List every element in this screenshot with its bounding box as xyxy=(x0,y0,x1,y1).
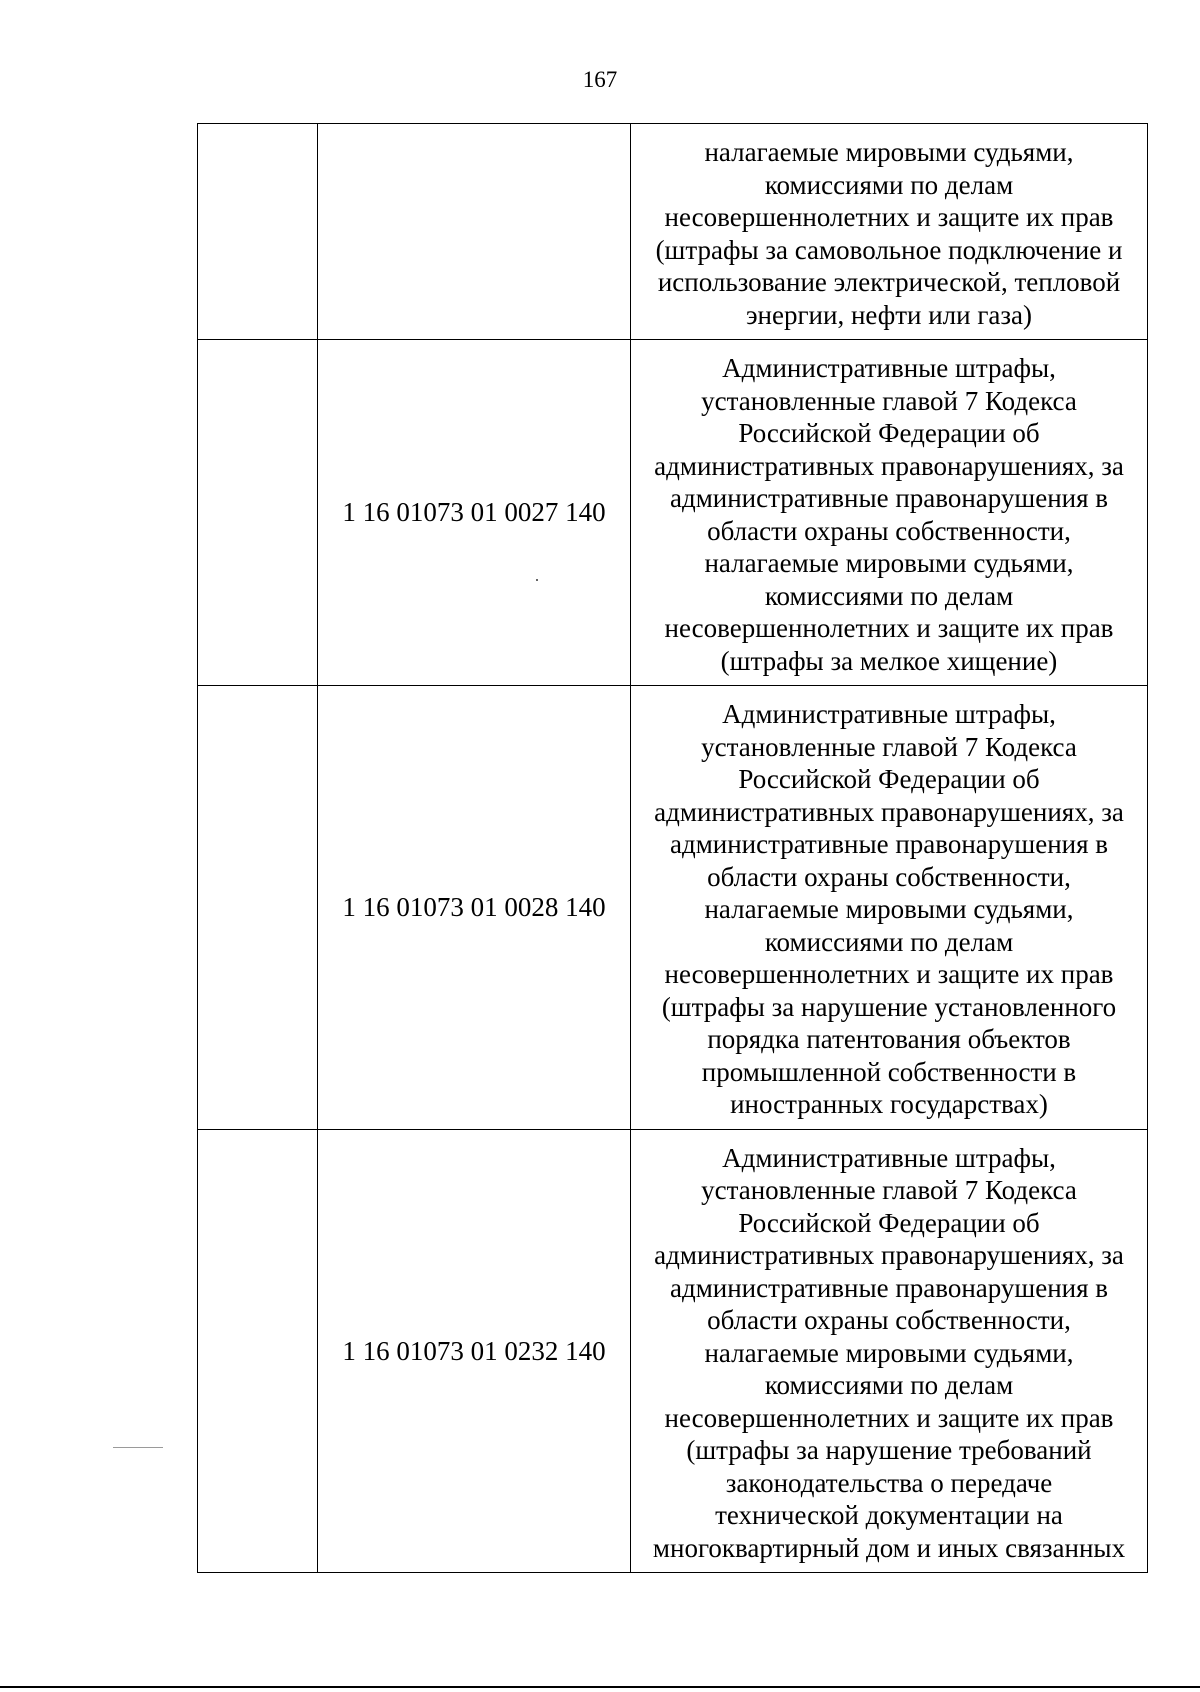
description-line: установленные главой 7 Кодекса xyxy=(701,731,1077,762)
description-line: несовершеннолетних и защите их прав xyxy=(664,1402,1114,1433)
description-line: многоквартирный дом и иных связанных xyxy=(652,1532,1126,1563)
description-line: Административные штрафы, xyxy=(722,1142,1056,1173)
description-line: несовершеннолетних и защите их прав xyxy=(664,202,1114,232)
description-line: установленные главой 7 Кодекса xyxy=(701,385,1077,416)
admin-code-cell xyxy=(198,686,318,1130)
description-line: налагаемые мировыми судьями, xyxy=(704,548,1074,578)
description-line: административных правонарушениях, за xyxy=(654,1240,1124,1270)
admin-code-cell xyxy=(198,124,318,340)
description-line: комиссиями по делам xyxy=(764,926,1014,957)
description-line: (штрафы за нарушение требований xyxy=(686,1435,1092,1465)
admin-code-cell xyxy=(198,340,318,686)
margin-mark xyxy=(113,1447,163,1448)
description-line: установленные главой 7 Кодекса xyxy=(701,1175,1077,1205)
budget-code-cell: 1 16 01073 01 0232 140 xyxy=(318,1129,631,1573)
description-line: использование электрической, тепловой xyxy=(657,267,1121,297)
description-line: Российской Федерации об xyxy=(738,1207,1040,1238)
description-line: налагаемые мировыми судьями, xyxy=(704,894,1074,924)
description-line: налагаемые мировыми судьями, xyxy=(704,1337,1074,1368)
page-bottom-rule xyxy=(0,1686,1200,1688)
description-line: несовершеннолетних и защите их прав xyxy=(664,613,1114,643)
budget-code-cell: 1 16 01073 01 0028 140 xyxy=(318,686,631,1130)
description-line: комиссиями по делам xyxy=(764,580,1014,611)
page-number: 167 xyxy=(582,67,618,92)
description-line: административные правонарушения в xyxy=(669,829,1109,859)
description-line: (штрафы за мелкое хищение) xyxy=(720,645,1058,676)
description-line: технической документации на xyxy=(715,1500,1063,1530)
budget-code-table xyxy=(197,123,1148,1573)
table-row xyxy=(198,340,1148,686)
description-line: административные правонарушения в xyxy=(669,483,1109,513)
budget-code-cell xyxy=(318,124,631,340)
description-line: иностранных государствах) xyxy=(730,1089,1048,1119)
description-line: области охраны собственности, xyxy=(707,1305,1071,1335)
description-line: Российской Федерации об xyxy=(738,764,1040,794)
description-line: области охраны собственности, xyxy=(707,515,1071,546)
description-line: Российской Федерации об xyxy=(738,418,1040,448)
table-row xyxy=(198,124,1148,340)
description-line: административных правонарушениях, за xyxy=(654,796,1124,827)
description-line: несовершеннолетних и защите их прав xyxy=(664,959,1114,989)
description-line: Административные штрафы, xyxy=(722,699,1056,729)
scan-speck xyxy=(536,579,538,581)
description-cell xyxy=(631,340,1148,686)
description-line: (штрафы за самовольное подключение и xyxy=(655,234,1123,265)
description-line: административные правонарушения в xyxy=(669,1272,1109,1303)
budget-code-cell: 1 16 01073 01 0027 140 xyxy=(318,340,631,686)
description-cell xyxy=(631,686,1148,1130)
description-line: порядка патентования объектов xyxy=(707,1024,1071,1054)
description-line: Административные штрафы, xyxy=(722,353,1056,383)
description-line: области охраны собственности, xyxy=(707,861,1071,892)
description-line: (штрафы за нарушение установленного xyxy=(661,991,1117,1022)
description-cell xyxy=(631,1129,1148,1573)
table-row xyxy=(198,686,1148,1130)
description-line: комиссиями по делам xyxy=(764,169,1014,200)
description-cell xyxy=(631,124,1148,340)
description-line: комиссиями по делам xyxy=(764,1370,1014,1400)
table-row xyxy=(198,1129,1148,1573)
description-line: законодательства о передаче xyxy=(725,1467,1053,1498)
description-line: энергии, нефти или газа) xyxy=(745,299,1033,330)
description-line: налагаемые мировыми судьями, xyxy=(704,137,1074,167)
description-line: промышленной собственности в xyxy=(701,1056,1077,1087)
description-line: административных правонарушениях, за xyxy=(654,450,1124,481)
admin-code-cell xyxy=(198,1129,318,1573)
